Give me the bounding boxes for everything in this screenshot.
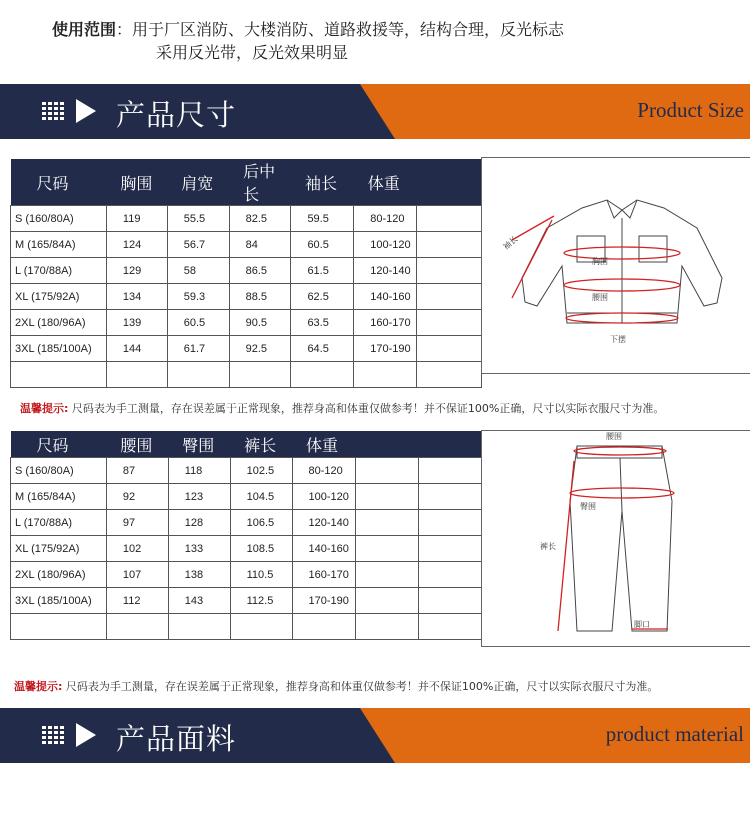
- table-row: [11, 206, 482, 232]
- table-row: [11, 536, 482, 562]
- column-header: [419, 431, 482, 458]
- column-header-label: 尺码: [36, 437, 69, 455]
- table-cell: [292, 614, 356, 640]
- column-header-label: 体重: [367, 175, 400, 193]
- column-header-label: 肩宽: [181, 175, 214, 193]
- table-cell: 82.5: [229, 206, 291, 232]
- column-header: [417, 159, 482, 206]
- table-row: [11, 284, 482, 310]
- table-cell: [229, 362, 291, 388]
- table-cell: 144: [106, 336, 167, 362]
- table-cell: [417, 284, 482, 310]
- banner-title: 产品尺寸: [116, 98, 237, 132]
- tip-text: 尺码表为手工测量，存在误差属于正常现象，推荐身高和体重仅做参考！并不保证100%正确，尺寸以实际衣服尺寸为准。: [62, 680, 659, 693]
- table-cell: 102: [106, 536, 168, 562]
- table-cell: 160-170: [292, 562, 356, 588]
- pants-label-waist: 腰围: [606, 432, 622, 441]
- usage-text-line2: 采用反光带，反光效果明显: [156, 43, 349, 62]
- table-cell: 129: [106, 258, 167, 284]
- table-cell: [356, 614, 419, 640]
- table-cell: 119: [106, 206, 167, 232]
- table-cell: 3XL (185/100A): [11, 588, 107, 614]
- column-header: [230, 431, 292, 458]
- table-cell: 140-160: [354, 284, 417, 310]
- column-header: [106, 431, 168, 458]
- column-header: [106, 159, 167, 206]
- table-row: [11, 232, 482, 258]
- pants-label-length: 裤长: [540, 542, 556, 551]
- pants-label-hip: 臀围: [580, 502, 596, 511]
- table-cell: 128: [168, 510, 230, 536]
- table-cell: 112.5: [230, 588, 292, 614]
- arrow-right-icon: [76, 99, 96, 123]
- column-header: [354, 159, 417, 206]
- table-cell: [356, 458, 419, 484]
- pants-label-cuff: 脚口: [634, 620, 650, 629]
- table-cell: 3XL (185/100A): [11, 336, 107, 362]
- column-header: [292, 431, 356, 458]
- column-header: [229, 159, 291, 206]
- column-header: [168, 431, 230, 458]
- table-cell: 102.5: [230, 458, 292, 484]
- table-cell: [11, 362, 107, 388]
- column-header: [356, 431, 419, 458]
- table-cell: S (160/80A): [11, 206, 107, 232]
- tip-label: 温馨提示:: [20, 402, 69, 415]
- pants-size-table: [10, 431, 482, 640]
- column-header-label: 臀围: [182, 437, 215, 455]
- table-row: [11, 458, 482, 484]
- table-cell: [356, 484, 419, 510]
- table-cell: 64.5: [291, 336, 354, 362]
- column-header-label: 袖长: [304, 175, 337, 193]
- table-row: [11, 562, 482, 588]
- table-cell: XL (175/92A): [11, 536, 107, 562]
- table-row: [11, 614, 482, 640]
- table-cell: 92.5: [229, 336, 291, 362]
- banner-english: Product Size: [637, 98, 744, 122]
- jacket-illustration: [482, 158, 750, 373]
- table-header-row: [11, 159, 482, 206]
- table-cell: 133: [168, 536, 230, 562]
- table-cell: [356, 536, 419, 562]
- jacket-label-waist: 腰围: [592, 293, 608, 302]
- table-cell: 170-190: [292, 588, 356, 614]
- table-cell: [419, 458, 482, 484]
- table-cell: 134: [106, 284, 167, 310]
- column-header-label: 胸围: [120, 175, 153, 193]
- jacket-label-sleeve: 袖长: [501, 234, 520, 252]
- table-cell: L (170/88A): [11, 258, 107, 284]
- table-cell: 100-120: [292, 484, 356, 510]
- table-cell: 124: [106, 232, 167, 258]
- column-header-label: 尺码: [36, 175, 69, 193]
- table-row: [11, 588, 482, 614]
- table-cell: 56.7: [167, 232, 229, 258]
- table-row: [11, 362, 482, 388]
- table-cell: [168, 614, 230, 640]
- table-cell: 2XL (180/96A): [11, 310, 107, 336]
- table-cell: 55.5: [167, 206, 229, 232]
- size-tip: [20, 400, 664, 416]
- column-header: [11, 431, 107, 458]
- column-header: [11, 159, 107, 206]
- table-cell: [417, 310, 482, 336]
- table-cell: 80-120: [354, 206, 417, 232]
- table-cell: M (165/84A): [11, 232, 107, 258]
- jacket-label-chest: 胸围: [592, 257, 608, 266]
- table-cell: 58: [167, 258, 229, 284]
- tip-text: 尺码表为手工测量，存在误差属于正常现象，推荐身高和体重仅做参考！并不保证100%正确，尺寸以实际衣服尺寸为准。: [68, 402, 665, 415]
- table-cell: S (160/80A): [11, 458, 107, 484]
- table-cell: 123: [168, 484, 230, 510]
- table-cell: 110.5: [230, 562, 292, 588]
- column-header: [167, 159, 229, 206]
- table-cell: 160-170: [354, 310, 417, 336]
- table-cell: [417, 362, 482, 388]
- table-cell: 2XL (180/96A): [11, 562, 107, 588]
- table-cell: [356, 588, 419, 614]
- table-cell: [106, 614, 168, 640]
- table-cell: 107: [106, 562, 168, 588]
- table-cell: 138: [168, 562, 230, 588]
- table-cell: [11, 614, 107, 640]
- table-cell: 112: [106, 588, 168, 614]
- table-cell: 62.5: [291, 284, 354, 310]
- usage-label: 使用范围: [52, 20, 117, 39]
- table-cell: [417, 206, 482, 232]
- table-cell: [419, 588, 482, 614]
- table-cell: 97: [106, 510, 168, 536]
- table-cell: 139: [106, 310, 167, 336]
- table-cell: 59.5: [291, 206, 354, 232]
- table-cell: 120-140: [292, 510, 356, 536]
- table-cell: 60.5: [291, 232, 354, 258]
- jacket-size-table: [10, 159, 482, 388]
- product-material-banner: [0, 708, 750, 763]
- table-cell: [419, 536, 482, 562]
- table-cell: 170-190: [354, 336, 417, 362]
- column-header-label: 腰围: [120, 437, 153, 455]
- table-cell: [419, 484, 482, 510]
- jacket-label-hem: 下摆: [610, 335, 626, 344]
- usage-text-line1: ：用于厂区消防、大楼消防、道路救援等，结构合理，反光标志: [116, 20, 565, 39]
- table-cell: 80-120: [292, 458, 356, 484]
- table-cell: XL (175/92A): [11, 284, 107, 310]
- table-cell: [230, 614, 292, 640]
- column-header-label: 后中长: [243, 164, 276, 204]
- table-cell: [419, 562, 482, 588]
- table-row: [11, 310, 482, 336]
- column-header: [291, 159, 354, 206]
- table-cell: [417, 258, 482, 284]
- table-row: [11, 510, 482, 536]
- table-cell: [356, 510, 419, 536]
- table-cell: 87: [106, 458, 168, 484]
- table-cell: 86.5: [229, 258, 291, 284]
- table-cell: [417, 336, 482, 362]
- table-cell: [356, 562, 419, 588]
- table-cell: [354, 362, 417, 388]
- table-cell: 61.5: [291, 258, 354, 284]
- table-cell: 100-120: [354, 232, 417, 258]
- product-size-banner: [0, 84, 750, 139]
- table-cell: 104.5: [230, 484, 292, 510]
- table-cell: 84: [229, 232, 291, 258]
- table-row: [11, 336, 482, 362]
- grid-icon: [42, 102, 64, 122]
- table-cell: 118: [168, 458, 230, 484]
- table-cell: 143: [168, 588, 230, 614]
- usage-description: [52, 18, 692, 64]
- table-cell: [291, 362, 354, 388]
- table-header-row: [11, 431, 482, 458]
- table-cell: M (165/84A): [11, 484, 107, 510]
- grid-icon: [42, 726, 64, 746]
- banner-english: product material: [605, 722, 744, 746]
- banner-title: 产品面料: [116, 722, 237, 756]
- table-cell: [417, 232, 482, 258]
- table-cell: 59.3: [167, 284, 229, 310]
- column-header-label: 体重: [306, 437, 339, 455]
- table-cell: L (170/88A): [11, 510, 107, 536]
- size-tip: [14, 678, 658, 694]
- table-row: [11, 258, 482, 284]
- table-cell: 90.5: [229, 310, 291, 336]
- table-cell: 140-160: [292, 536, 356, 562]
- table-cell: [167, 362, 229, 388]
- table-cell: 88.5: [229, 284, 291, 310]
- table-cell: [106, 362, 167, 388]
- table-cell: 92: [106, 484, 168, 510]
- table-cell: 106.5: [230, 510, 292, 536]
- table-cell: 63.5: [291, 310, 354, 336]
- table-cell: 120-140: [354, 258, 417, 284]
- column-header-label: 裤长: [244, 437, 277, 455]
- pants-illustration: [482, 431, 750, 646]
- table-cell: [419, 510, 482, 536]
- table-row: [11, 484, 482, 510]
- jacket-diagram: [481, 157, 750, 374]
- pants-diagram: [481, 430, 750, 647]
- table-cell: [419, 614, 482, 640]
- table-cell: 108.5: [230, 536, 292, 562]
- table-cell: 60.5: [167, 310, 229, 336]
- table-cell: 61.7: [167, 336, 229, 362]
- tip-label: 温馨提示:: [14, 680, 63, 693]
- arrow-right-icon: [76, 723, 96, 747]
